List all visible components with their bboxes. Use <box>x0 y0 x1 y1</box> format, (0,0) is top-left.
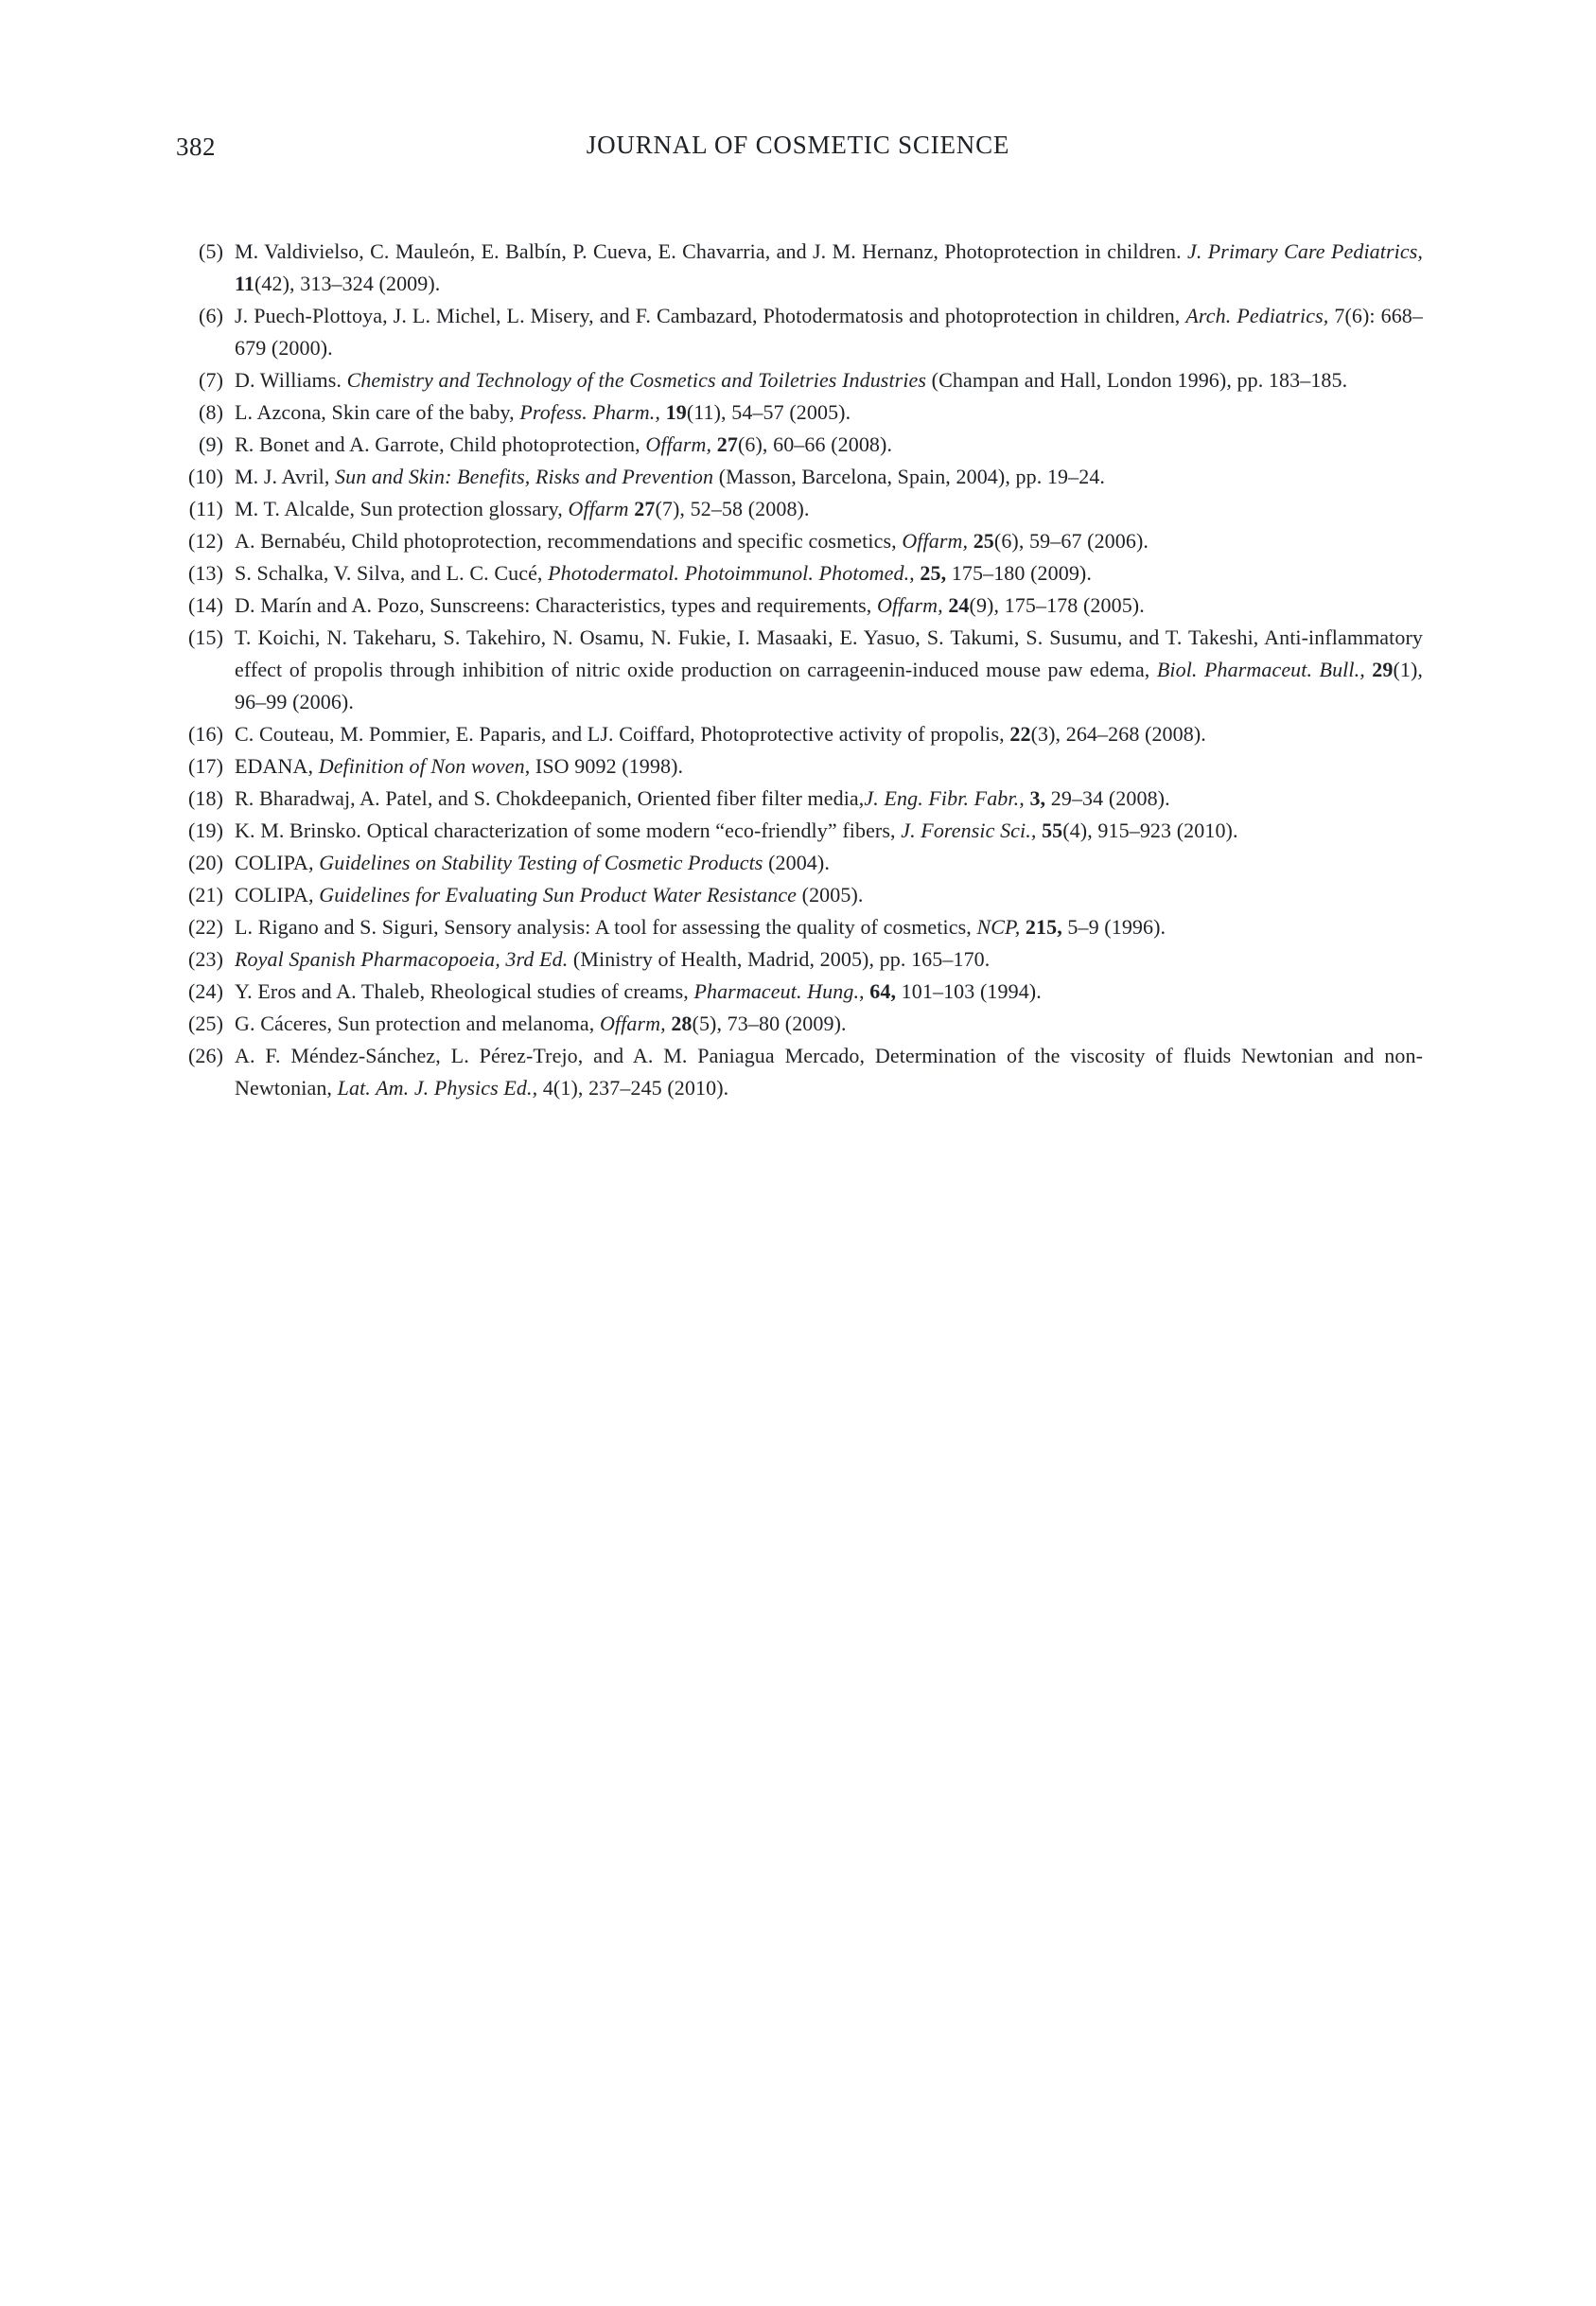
reference-item <box>176 718 1423 750</box>
reference-number: (16) <box>187 722 223 746</box>
reference-number: (14) <box>187 593 223 617</box>
references-list <box>176 236 1423 1104</box>
reference-item <box>176 943 1423 976</box>
reference-number: (18) <box>187 786 223 810</box>
reference-text: Y. Eros and A. Thaleb, Rheological studies of creams, Pharmaceut. Hung., 64, 101–103 (1994). <box>235 979 1042 1003</box>
reference-item <box>176 847 1423 879</box>
page-header <box>0 131 1596 165</box>
reference-number: (20) <box>187 851 223 874</box>
reference-text: A. Bernabéu, Child photoprotection, recommendations and specific cosmetics, Offarm, 25(6), 59–67 (2006). <box>235 529 1149 553</box>
reference-number: (23) <box>187 947 223 971</box>
reference-text: T. Koichi, N. Takeharu, S. Takehiro, N. Osamu, N. Fukie, I. Masaaki, E. Yasuo, S. Takumi, S. Susumu, and T. Takeshi, Anti-inflammatory effect of propolis through inhibition of nitric oxide production on carrageenin-induced mouse paw edema, Biol. Pharmaceut. Bull., 29(1), 96–99 (2006). <box>235 625 1423 713</box>
reference-text: L. Rigano and S. Siguri, Sensory analysis: A tool for assessing the quality of cosmetics, NCP, 215, 5–9 (1996). <box>235 915 1166 939</box>
reference-number: (26) <box>187 1044 223 1067</box>
reference-item <box>176 622 1423 718</box>
reference-item <box>176 525 1423 557</box>
reference-number: (22) <box>187 915 223 939</box>
reference-item <box>176 1008 1423 1040</box>
reference-item <box>176 461 1423 493</box>
reference-item <box>176 783 1423 815</box>
reference-number: (9) <box>199 432 223 456</box>
reference-number: (5) <box>199 239 223 263</box>
reference-number: (7) <box>199 368 223 392</box>
reference-number: (19) <box>187 819 223 842</box>
reference-text: A. F. Méndez-Sánchez, L. Pérez-Trejo, and A. M. Paniagua Mercado, Determination of the viscosity of fluids Newtonian and non-Newtonian, Lat. Am. J. Physics Ed., 4(1), 237–245 (2010). <box>235 1044 1423 1100</box>
reference-number: (17) <box>187 754 223 778</box>
reference-text: R. Bonet and A. Garrote, Child photoprotection, Offarm, 27(6), 60–66 (2008). <box>235 432 893 456</box>
reference-item <box>176 557 1423 590</box>
reference-text: M. T. Alcalde, Sun protection glossary, Offarm 27(7), 52–58 (2008). <box>235 497 810 520</box>
reference-number: (12) <box>187 529 223 553</box>
reference-text: D. Williams. Chemistry and Technology of the Cosmetics and Toiletries Industries (Champan and Hall, London 1996), pp. 183–185. <box>235 368 1348 392</box>
reference-item <box>176 590 1423 622</box>
reference-text: COLIPA, Guidelines for Evaluating Sun Product Water Resistance (2005). <box>235 883 864 907</box>
reference-number: (25) <box>187 1012 223 1035</box>
reference-item <box>176 429 1423 461</box>
reference-item <box>176 493 1423 525</box>
reference-item <box>176 396 1423 429</box>
reference-item <box>176 911 1423 943</box>
reference-item <box>176 976 1423 1008</box>
reference-number: (6) <box>199 304 223 327</box>
reference-number: (24) <box>187 979 223 1003</box>
reference-text: J. Puech-Plottoya, J. L. Michel, L. Misery, and F. Cambazard, Photodermatosis and photoprotection in children, Arch. Pediatrics, 7(6): 668–679 (2000). <box>235 304 1423 360</box>
reference-item <box>176 1040 1423 1104</box>
reference-number: (8) <box>199 400 223 424</box>
reference-item <box>176 879 1423 911</box>
reference-text: EDANA, Definition of Non woven, ISO 9092 (1998). <box>235 754 684 778</box>
reference-item <box>176 236 1423 300</box>
reference-item <box>176 300 1423 364</box>
journal-title: JOURNAL OF COSMETIC SCIENCE <box>586 131 1010 159</box>
page-number: 382 <box>176 132 216 161</box>
reference-text: C. Couteau, M. Pommier, E. Paparis, and LJ. Coiffard, Photoprotective activity of propolis, 22(3), 264–268 (2008). <box>235 722 1206 746</box>
reference-number: (13) <box>187 561 223 585</box>
reference-item <box>176 750 1423 783</box>
reference-number: (11) <box>188 497 223 520</box>
reference-text: M. Valdivielso, C. Mauleón, E. Balbín, P. Cueva, E. Chavarria, and J. M. Hernanz, Photoprotection in children. J. Primary Care Pediatrics, 11(42), 313–324 (2009). <box>235 239 1423 295</box>
reference-text: Royal Spanish Pharmacopoeia, 3rd Ed. (Ministry of Health, Madrid, 2005), pp. 165–170. <box>235 947 991 971</box>
reference-text: R. Bharadwaj, A. Patel, and S. Chokdeepanich, Oriented fiber filter media,J. Eng. Fibr. Fabr., 3, 29–34 (2008). <box>235 786 1170 810</box>
reference-text: S. Schalka, V. Silva, and L. C. Cucé, Photodermatol. Photoimmunol. Photomed., 25, 175–180 (2009). <box>235 561 1092 585</box>
reference-text: K. M. Brinsko. Optical characterization of some modern “eco-friendly” fibers, J. Forensic Sci., 55(4), 915–923 (2010). <box>235 819 1238 842</box>
reference-item <box>176 815 1423 847</box>
reference-text: COLIPA, Guidelines on Stability Testing of Cosmetic Products (2004). <box>235 851 830 874</box>
reference-item <box>176 364 1423 396</box>
reference-number: (10) <box>187 465 223 488</box>
reference-text: D. Marín and A. Pozo, Sunscreens: Characteristics, types and requirements, Offarm, 24(9), 175–178 (2005). <box>235 593 1145 617</box>
reference-number: (21) <box>187 883 223 907</box>
reference-text: M. J. Avril, Sun and Skin: Benefits, Risks and Prevention (Masson, Barcelona, Spain, 2004), pp. 19–24. <box>235 465 1106 488</box>
reference-text: G. Cáceres, Sun protection and melanoma, Offarm, 28(5), 73–80 (2009). <box>235 1012 847 1035</box>
reference-number: (15) <box>187 625 223 649</box>
reference-text: L. Azcona, Skin care of the baby, Profess. Pharm., 19(11), 54–57 (2005). <box>235 400 851 424</box>
